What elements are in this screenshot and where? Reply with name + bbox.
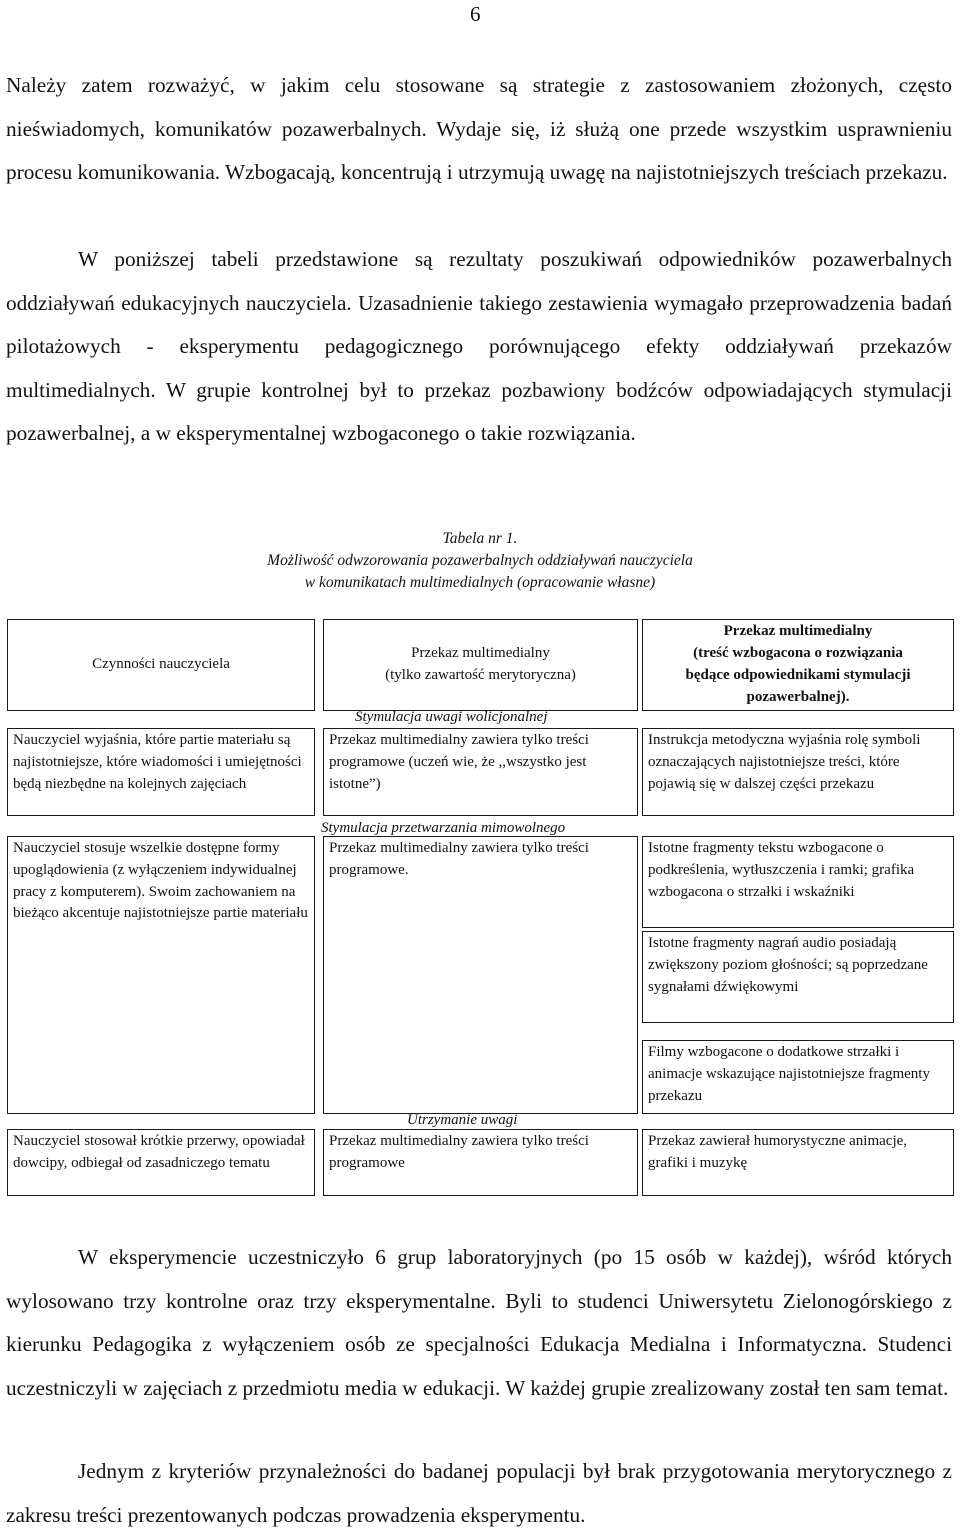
paragraph-table-intro: W poniższej tabeli przedstawione są rezultaty poszukiwań odpowiedników pozawerbalnych oddziaływań edukacyjnych nauczyciela. Uzasadnienie takiego zestawienia wymagało przeprowadzenia badań pilotażowych - eksperymentu pedagogicznego porównującego efekty oddziaływań przekazów multimedialnych. W grupie kontrolnej był to przekaz pozbawiony bodźców odpowiadających stymulacji pozawerbalnej, a w eksperymentalnej wzbogaconego o takie rozwiązania.: [6, 247, 952, 445]
table-cell-activity-2: Nauczyciel stosuje wszelkie dostępne formy upoglądowienia (z wyłączeniem indywidualnej pracy z komputerem). Swoim zachowaniem na bieżąco akcentuje najistotniejsze partie materiału: [7, 836, 315, 1114]
table-caption-number: Tabela nr 1.: [442, 530, 518, 547]
table-header-enriched-multimedia: [642, 619, 954, 711]
table-cell-enriched-2c: Filmy wzbogacone o dodatkowe strzałki i animacje wskazujące najistotniejsze fragmenty przekazu: [642, 1040, 954, 1114]
table-cell-activity-3: Nauczyciel stosował krótkie przerwy, opowiadał dowcipy, odbiegał od zasadniczego tematu: [7, 1129, 315, 1196]
header-activities-label: Czynności nauczyciela: [92, 656, 230, 673]
table-caption-subtitle: w komunikatach multimedialnych (opracowanie własne): [304, 574, 656, 591]
table-header-activities: [7, 619, 315, 711]
table-cell-enriched-1: Instrukcja metodyczna wyjaśnia rolę symboli oznaczających najistotniejsze treści, które pojawią się w dalszej części przekazu: [642, 728, 954, 816]
table-header-basic-multimedia: [323, 619, 638, 711]
header-enriched-line1: Przekaz multimedialny: [723, 623, 873, 640]
table-cell-basic-2: Przekaz multimedialny zawiera tylko treści programowe.: [323, 836, 638, 1114]
table-cell-enriched-3: Przekaz zawierał humorystyczne animacje, grafiki i muzykę: [642, 1129, 954, 1196]
section-label-attention-maintenance: Utrzymanie uwagi: [407, 1112, 518, 1128]
table-cell-basic-1: Przekaz multimedialny zawiera tylko treści programowe (uczeń wie, że ,,wszystko jest istotne”): [323, 728, 638, 816]
table-cell-enriched-2a: Istotne fragmenty tekstu wzbogacone o podkreślenia, wytłuszczenia i ramki; grafika wzbogacona o strzałki i wskaźniki: [642, 836, 954, 928]
paragraph-criteria: Jednym z kryteriów przynależności do badanej populacji był brak przygotowania merytorycznego z zakresu treści prezentowanych podczas prowadzenia eksperymentu.: [6, 1459, 952, 1527]
table-cell-enriched-2b: Istotne fragmenty nagrań audio posiadają zwiększony poziom głośności; są poprzedzane sygnałami dźwiękowymi: [642, 931, 954, 1023]
header-enriched-line3: będące odpowiednikami stymulacji: [685, 667, 911, 683]
header-basic-line2: (tylko zawartość merytoryczna): [385, 667, 576, 683]
section-label-involuntary-processing: Stymulacja przetwarzania mimowolnego: [321, 820, 566, 836]
header-enriched-line2: (treść wzbogacona o rozwiązania: [693, 645, 903, 662]
section-label-volitional-attention: Stymulacja uwagi wolicjonalnej: [355, 709, 548, 725]
header-enriched-line4: pozawerbalnej).: [746, 688, 850, 705]
page-number: 6: [470, 2, 481, 26]
table-caption-title: Możliwość odwzorowania pozawerbalnych oddziaływań nauczyciela: [267, 552, 693, 569]
header-basic-line1: Przekaz multimedialny: [411, 645, 550, 662]
table-cell-activity-1: Nauczyciel wyjaśnia, które partie materiału są najistotniejsze, które wiadomości i umiejętności będą niezbędne na kolejnych zajęciach: [7, 728, 315, 816]
paragraph-intro: Należy zatem rozważyć, w jakim celu stosowane są strategie z zastosowaniem złożonych, często nieświadomych, komunikatów pozawerbalnych. Wydaje się, iż służą one przede wszystkim usprawnieniu procesu komunikowania. Wzbogacają, koncentrują i utrzymują uwagę na najistotniejszych treściach przekazu.: [6, 73, 952, 184]
paragraph-experiment: W eksperymencie uczestniczyło 6 grup laboratoryjnych (po 15 osób w każdej), wśród których wylosowano trzy kontrolne oraz trzy eksperymentalne. Byli to studenci Uniwersytetu Zielonogórskiego z kierunku Pedagogika z wyłączeniem osób ze specjalności Edukacja Medialna i Informatyczna. Studenci uczestniczyli w zajęciach z przedmiotu media w edukacji. W każdej grupie zrealizowany został ten sam temat.: [6, 1245, 952, 1400]
table-cell-basic-3: Przekaz multimedialny zawiera tylko treści programowe: [323, 1129, 638, 1196]
